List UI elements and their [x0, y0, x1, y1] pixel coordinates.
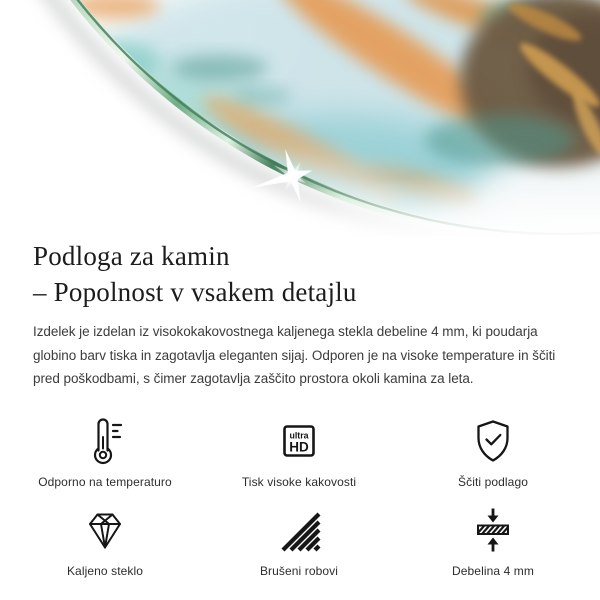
thermometer-icon — [83, 415, 127, 467]
white-fade — [0, 0, 600, 236]
feature-protects-surface — [396, 415, 590, 489]
feature-label: Ščiti podlago — [457, 474, 528, 489]
feature-polished-edges — [202, 504, 396, 578]
heading-line-2: – Popolnost v vsakem detajlu — [33, 277, 357, 307]
feature-label: Tisk visoke kakovosti — [241, 474, 357, 489]
feature-label: Debelina 4 mm — [451, 563, 534, 578]
feature-thickness — [396, 504, 590, 578]
ultra-hd-badge-top: ultra — [289, 430, 309, 440]
feature-label: Odporno na temperaturo — [38, 474, 172, 489]
product-description-section — [0, 238, 600, 578]
beveled-edges-icon — [277, 504, 321, 556]
product-image — [0, 0, 600, 236]
page-title — [33, 238, 567, 310]
shield-check-icon — [470, 415, 516, 467]
product-description: Izdelek je izdelan iz visokokakovostnega kaljenega stekla debeline 4 mm, ki poudarja globino barv tiska in zagotavlja eleganten sijaj. Odporen je na visoke temperature in ščiti pred poškodbami, s čimer zagotavlja zaščito prostora okoli kamina za leta. — [33, 324, 556, 386]
feature-print-quality — [202, 415, 396, 489]
feature-temperature-resistant — [8, 415, 202, 489]
feature-label: Brušeni robovi — [259, 563, 339, 578]
thickness-compress-icon — [471, 504, 515, 556]
heading-line-1: Podloga za kamin — [33, 241, 230, 271]
feature-tempered-glass — [8, 504, 202, 578]
features-grid — [8, 415, 567, 578]
ultra-hd-icon — [277, 415, 321, 467]
diamond-icon — [81, 504, 129, 556]
ultra-hd-badge-bottom: HD — [289, 439, 309, 454]
glass-pad-photo — [0, 0, 600, 236]
feature-label: Kaljeno steklo — [66, 563, 144, 578]
